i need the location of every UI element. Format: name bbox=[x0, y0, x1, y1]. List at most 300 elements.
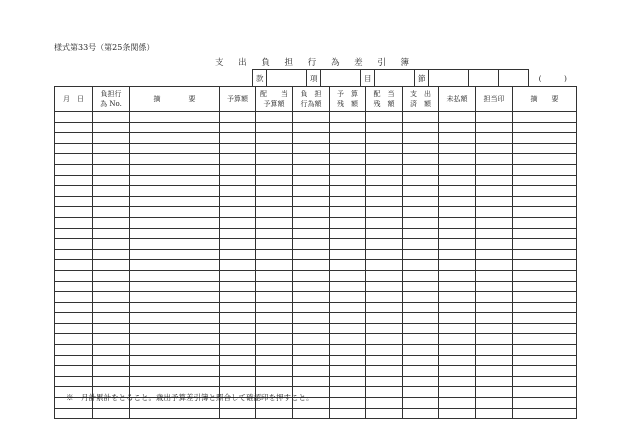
ledger-cell[interactable] bbox=[130, 186, 220, 197]
ledger-cell[interactable] bbox=[366, 228, 403, 239]
ledger-cell[interactable] bbox=[513, 281, 577, 292]
ledger-cell[interactable] bbox=[439, 387, 476, 398]
ledger-cell[interactable] bbox=[93, 164, 130, 175]
ledger-cell[interactable] bbox=[293, 249, 330, 260]
ledger-cell[interactable] bbox=[220, 408, 256, 419]
ledger-cell[interactable] bbox=[93, 175, 130, 186]
ledger-cell[interactable] bbox=[130, 408, 220, 419]
ledger-cell[interactable] bbox=[220, 112, 256, 123]
ledger-cell[interactable] bbox=[130, 292, 220, 303]
ledger-cell[interactable] bbox=[93, 154, 130, 165]
ledger-cell[interactable] bbox=[366, 355, 403, 366]
ledger-cell[interactable] bbox=[439, 260, 476, 271]
ledger-cell[interactable] bbox=[130, 313, 220, 324]
ledger-cell[interactable] bbox=[513, 270, 577, 281]
ledger-cell[interactable] bbox=[403, 387, 439, 398]
ledger-cell[interactable] bbox=[55, 345, 93, 356]
ledger-cell[interactable] bbox=[293, 228, 330, 239]
ledger-cell[interactable] bbox=[366, 122, 403, 133]
ledger-cell[interactable] bbox=[366, 154, 403, 165]
ledger-cell[interactable] bbox=[476, 164, 513, 175]
ledger-cell[interactable] bbox=[293, 345, 330, 356]
ledger-cell[interactable] bbox=[403, 366, 439, 377]
ledger-cell[interactable] bbox=[403, 164, 439, 175]
kou-field[interactable] bbox=[321, 70, 361, 87]
ledger-cell[interactable] bbox=[513, 217, 577, 228]
ledger-cell[interactable] bbox=[93, 196, 130, 207]
ledger-cell[interactable] bbox=[330, 281, 366, 292]
ledger-cell[interactable] bbox=[330, 175, 366, 186]
ledger-cell[interactable] bbox=[513, 355, 577, 366]
ledger-cell[interactable] bbox=[403, 408, 439, 419]
ledger-cell[interactable] bbox=[293, 186, 330, 197]
ledger-cell[interactable] bbox=[293, 281, 330, 292]
ledger-cell[interactable] bbox=[93, 249, 130, 260]
ledger-cell[interactable] bbox=[55, 239, 93, 250]
ledger-cell[interactable] bbox=[55, 334, 93, 345]
ledger-cell[interactable] bbox=[366, 270, 403, 281]
ledger-cell[interactable] bbox=[220, 143, 256, 154]
ledger-cell[interactable] bbox=[513, 249, 577, 260]
ledger-cell[interactable] bbox=[130, 334, 220, 345]
ledger-cell[interactable] bbox=[256, 408, 293, 419]
ledger-cell[interactable] bbox=[476, 239, 513, 250]
ledger-cell[interactable] bbox=[130, 345, 220, 356]
ledger-cell[interactable] bbox=[403, 345, 439, 356]
ledger-cell[interactable] bbox=[439, 228, 476, 239]
ledger-cell[interactable] bbox=[513, 228, 577, 239]
ledger-cell[interactable] bbox=[366, 143, 403, 154]
ledger-cell[interactable] bbox=[366, 292, 403, 303]
ledger-cell[interactable] bbox=[330, 366, 366, 377]
ledger-cell[interactable] bbox=[366, 313, 403, 324]
ledger-cell[interactable] bbox=[93, 186, 130, 197]
ledger-cell[interactable] bbox=[476, 355, 513, 366]
ledger-cell[interactable] bbox=[55, 112, 93, 123]
ledger-cell[interactable] bbox=[513, 112, 577, 123]
ledger-cell[interactable] bbox=[439, 217, 476, 228]
ledger-cell[interactable] bbox=[293, 355, 330, 366]
ledger-cell[interactable] bbox=[130, 228, 220, 239]
ledger-cell[interactable] bbox=[220, 133, 256, 144]
ledger-cell[interactable] bbox=[403, 228, 439, 239]
ledger-cell[interactable] bbox=[403, 154, 439, 165]
ledger-cell[interactable] bbox=[366, 376, 403, 387]
ledger-cell[interactable] bbox=[403, 249, 439, 260]
ledger-cell[interactable] bbox=[476, 366, 513, 377]
ledger-cell[interactable] bbox=[330, 133, 366, 144]
ledger-cell[interactable] bbox=[130, 207, 220, 218]
ledger-cell[interactable] bbox=[513, 334, 577, 345]
ledger-cell[interactable] bbox=[513, 376, 577, 387]
ledger-cell[interactable] bbox=[220, 260, 256, 271]
ledger-cell[interactable] bbox=[293, 133, 330, 144]
ledger-cell[interactable] bbox=[439, 313, 476, 324]
ledger-cell[interactable] bbox=[366, 398, 403, 409]
ledger-cell[interactable] bbox=[293, 154, 330, 165]
ledger-cell[interactable] bbox=[220, 122, 256, 133]
ledger-cell[interactable] bbox=[55, 175, 93, 186]
ledger-cell[interactable] bbox=[220, 175, 256, 186]
ledger-cell[interactable] bbox=[256, 112, 293, 123]
ledger-cell[interactable] bbox=[330, 217, 366, 228]
ledger-cell[interactable] bbox=[93, 239, 130, 250]
ledger-cell[interactable] bbox=[330, 228, 366, 239]
ledger-cell[interactable] bbox=[330, 186, 366, 197]
ledger-cell[interactable] bbox=[513, 143, 577, 154]
ledger-cell[interactable] bbox=[256, 186, 293, 197]
ledger-cell[interactable] bbox=[130, 376, 220, 387]
ledger-cell[interactable] bbox=[439, 376, 476, 387]
ledger-cell[interactable] bbox=[130, 302, 220, 313]
ledger-cell[interactable] bbox=[256, 217, 293, 228]
ledger-cell[interactable] bbox=[330, 143, 366, 154]
ledger-cell[interactable] bbox=[403, 239, 439, 250]
ledger-cell[interactable] bbox=[366, 260, 403, 271]
ledger-cell[interactable] bbox=[513, 387, 577, 398]
ledger-cell[interactable] bbox=[476, 313, 513, 324]
ledger-cell[interactable] bbox=[476, 228, 513, 239]
ledger-cell[interactable] bbox=[403, 376, 439, 387]
ledger-cell[interactable] bbox=[366, 366, 403, 377]
ledger-cell[interactable] bbox=[130, 323, 220, 334]
ledger-cell[interactable] bbox=[366, 175, 403, 186]
ledger-cell[interactable] bbox=[403, 323, 439, 334]
ledger-cell[interactable] bbox=[293, 112, 330, 123]
ledger-cell[interactable] bbox=[93, 366, 130, 377]
ledger-cell[interactable] bbox=[93, 292, 130, 303]
ledger-cell[interactable] bbox=[403, 260, 439, 271]
ledger-cell[interactable] bbox=[256, 366, 293, 377]
ledger-cell[interactable] bbox=[439, 302, 476, 313]
ledger-cell[interactable] bbox=[55, 355, 93, 366]
ledger-cell[interactable] bbox=[93, 281, 130, 292]
ledger-cell[interactable] bbox=[330, 292, 366, 303]
ledger-cell[interactable] bbox=[403, 281, 439, 292]
ledger-cell[interactable] bbox=[130, 366, 220, 377]
ledger-cell[interactable] bbox=[403, 217, 439, 228]
ledger-cell[interactable] bbox=[366, 249, 403, 260]
ledger-cell[interactable] bbox=[93, 112, 130, 123]
ledger-cell[interactable] bbox=[403, 207, 439, 218]
ledger-cell[interactable] bbox=[513, 186, 577, 197]
ledger-cell[interactable] bbox=[256, 133, 293, 144]
ledger-cell[interactable] bbox=[220, 207, 256, 218]
ledger-cell[interactable] bbox=[513, 164, 577, 175]
ledger-cell[interactable] bbox=[403, 270, 439, 281]
ledger-cell[interactable] bbox=[439, 164, 476, 175]
ledger-cell[interactable] bbox=[476, 376, 513, 387]
ledger-cell[interactable] bbox=[256, 122, 293, 133]
extra-field-1[interactable] bbox=[469, 70, 499, 87]
ledger-cell[interactable] bbox=[220, 239, 256, 250]
ledger-cell[interactable] bbox=[476, 398, 513, 409]
ledger-cell[interactable] bbox=[130, 112, 220, 123]
ledger-cell[interactable] bbox=[366, 133, 403, 144]
ledger-cell[interactable] bbox=[476, 302, 513, 313]
ledger-cell[interactable] bbox=[256, 207, 293, 218]
ledger-cell[interactable] bbox=[403, 175, 439, 186]
ledger-cell[interactable] bbox=[55, 323, 93, 334]
ledger-cell[interactable] bbox=[55, 376, 93, 387]
ledger-cell[interactable] bbox=[55, 207, 93, 218]
ledger-cell[interactable] bbox=[330, 122, 366, 133]
ledger-cell[interactable] bbox=[93, 228, 130, 239]
ledger-cell[interactable] bbox=[330, 345, 366, 356]
ledger-cell[interactable] bbox=[293, 207, 330, 218]
ledger-cell[interactable] bbox=[439, 345, 476, 356]
ledger-cell[interactable] bbox=[293, 260, 330, 271]
ledger-cell[interactable] bbox=[513, 302, 577, 313]
ledger-cell[interactable] bbox=[513, 260, 577, 271]
ledger-cell[interactable] bbox=[293, 175, 330, 186]
ledger-cell[interactable] bbox=[130, 175, 220, 186]
ledger-cell[interactable] bbox=[130, 143, 220, 154]
kan-field[interactable] bbox=[267, 70, 307, 87]
ledger-cell[interactable] bbox=[55, 270, 93, 281]
ledger-cell[interactable] bbox=[366, 239, 403, 250]
ledger-cell[interactable] bbox=[293, 313, 330, 324]
ledger-cell[interactable] bbox=[476, 292, 513, 303]
ledger-cell[interactable] bbox=[330, 249, 366, 260]
ledger-cell[interactable] bbox=[403, 334, 439, 345]
ledger-cell[interactable] bbox=[55, 133, 93, 144]
ledger-cell[interactable] bbox=[55, 313, 93, 324]
ledger-cell[interactable] bbox=[439, 270, 476, 281]
ledger-cell[interactable] bbox=[513, 175, 577, 186]
ledger-cell[interactable] bbox=[366, 408, 403, 419]
ledger-cell[interactable] bbox=[55, 196, 93, 207]
ledger-cell[interactable] bbox=[55, 228, 93, 239]
ledger-cell[interactable] bbox=[293, 239, 330, 250]
ledger-cell[interactable] bbox=[220, 281, 256, 292]
ledger-cell[interactable] bbox=[293, 270, 330, 281]
ledger-cell[interactable] bbox=[439, 122, 476, 133]
ledger-cell[interactable] bbox=[93, 376, 130, 387]
ledger-cell[interactable] bbox=[366, 323, 403, 334]
ledger-cell[interactable] bbox=[476, 270, 513, 281]
ledger-cell[interactable] bbox=[439, 355, 476, 366]
ledger-cell[interactable] bbox=[55, 249, 93, 260]
ledger-cell[interactable] bbox=[366, 164, 403, 175]
ledger-cell[interactable] bbox=[330, 164, 366, 175]
ledger-cell[interactable] bbox=[220, 355, 256, 366]
ledger-cell[interactable] bbox=[293, 376, 330, 387]
ledger-cell[interactable] bbox=[513, 345, 577, 356]
ledger-cell[interactable] bbox=[256, 164, 293, 175]
ledger-cell[interactable] bbox=[403, 313, 439, 324]
ledger-cell[interactable] bbox=[330, 207, 366, 218]
ledger-cell[interactable] bbox=[256, 313, 293, 324]
ledger-cell[interactable] bbox=[256, 292, 293, 303]
ledger-cell[interactable] bbox=[293, 217, 330, 228]
ledger-cell[interactable] bbox=[256, 302, 293, 313]
ledger-cell[interactable] bbox=[439, 196, 476, 207]
ledger-cell[interactable] bbox=[403, 133, 439, 144]
ledger-cell[interactable] bbox=[256, 143, 293, 154]
ledger-cell[interactable] bbox=[439, 281, 476, 292]
ledger-cell[interactable] bbox=[130, 217, 220, 228]
ledger-cell[interactable] bbox=[476, 387, 513, 398]
extra-field-2[interactable] bbox=[499, 70, 529, 87]
ledger-cell[interactable] bbox=[439, 292, 476, 303]
ledger-cell[interactable] bbox=[93, 143, 130, 154]
ledger-cell[interactable] bbox=[93, 133, 130, 144]
ledger-cell[interactable] bbox=[130, 239, 220, 250]
ledger-cell[interactable] bbox=[403, 112, 439, 123]
ledger-cell[interactable] bbox=[330, 323, 366, 334]
ledger-cell[interactable] bbox=[513, 366, 577, 377]
ledger-cell[interactable] bbox=[55, 302, 93, 313]
ledger-cell[interactable] bbox=[476, 345, 513, 356]
ledger-cell[interactable] bbox=[220, 376, 256, 387]
ledger-cell[interactable] bbox=[513, 154, 577, 165]
ledger-cell[interactable] bbox=[93, 313, 130, 324]
ledger-cell[interactable] bbox=[93, 270, 130, 281]
ledger-cell[interactable] bbox=[476, 133, 513, 144]
ledger-cell[interactable] bbox=[330, 313, 366, 324]
ledger-cell[interactable] bbox=[330, 387, 366, 398]
ledger-cell[interactable] bbox=[256, 345, 293, 356]
ledger-cell[interactable] bbox=[93, 260, 130, 271]
ledger-cell[interactable] bbox=[256, 270, 293, 281]
ledger-cell[interactable] bbox=[130, 249, 220, 260]
ledger-cell[interactable] bbox=[130, 281, 220, 292]
ledger-cell[interactable] bbox=[476, 408, 513, 419]
ledger-cell[interactable] bbox=[55, 122, 93, 133]
ledger-cell[interactable] bbox=[256, 260, 293, 271]
paren-field[interactable]: ( ) bbox=[538, 73, 567, 83]
ledger-cell[interactable] bbox=[330, 196, 366, 207]
ledger-cell[interactable] bbox=[93, 302, 130, 313]
ledger-cell[interactable] bbox=[403, 186, 439, 197]
ledger-cell[interactable] bbox=[293, 323, 330, 334]
ledger-cell[interactable] bbox=[476, 112, 513, 123]
ledger-cell[interactable] bbox=[476, 334, 513, 345]
ledger-cell[interactable] bbox=[366, 207, 403, 218]
ledger-cell[interactable] bbox=[476, 154, 513, 165]
ledger-cell[interactable] bbox=[220, 164, 256, 175]
ledger-cell[interactable] bbox=[55, 186, 93, 197]
ledger-cell[interactable] bbox=[220, 345, 256, 356]
ledger-cell[interactable] bbox=[330, 270, 366, 281]
ledger-cell[interactable] bbox=[366, 387, 403, 398]
ledger-cell[interactable] bbox=[293, 292, 330, 303]
ledger-cell[interactable] bbox=[256, 249, 293, 260]
ledger-cell[interactable] bbox=[256, 154, 293, 165]
ledger-cell[interactable] bbox=[293, 122, 330, 133]
ledger-cell[interactable] bbox=[366, 196, 403, 207]
ledger-cell[interactable] bbox=[293, 408, 330, 419]
ledger-cell[interactable] bbox=[476, 260, 513, 271]
ledger-cell[interactable] bbox=[130, 154, 220, 165]
ledger-cell[interactable] bbox=[220, 323, 256, 334]
ledger-cell[interactable] bbox=[256, 334, 293, 345]
ledger-cell[interactable] bbox=[55, 366, 93, 377]
ledger-cell[interactable] bbox=[439, 207, 476, 218]
ledger-cell[interactable] bbox=[55, 217, 93, 228]
ledger-cell[interactable] bbox=[55, 408, 93, 419]
ledger-cell[interactable] bbox=[130, 196, 220, 207]
ledger-cell[interactable] bbox=[220, 366, 256, 377]
ledger-cell[interactable] bbox=[513, 292, 577, 303]
ledger-cell[interactable] bbox=[330, 154, 366, 165]
ledger-cell[interactable] bbox=[55, 143, 93, 154]
ledger-cell[interactable] bbox=[439, 408, 476, 419]
ledger-cell[interactable] bbox=[476, 143, 513, 154]
ledger-cell[interactable] bbox=[439, 366, 476, 377]
ledger-cell[interactable] bbox=[366, 217, 403, 228]
ledger-cell[interactable] bbox=[55, 292, 93, 303]
ledger-cell[interactable] bbox=[366, 334, 403, 345]
ledger-cell[interactable] bbox=[93, 345, 130, 356]
ledger-cell[interactable] bbox=[293, 196, 330, 207]
ledger-cell[interactable] bbox=[403, 302, 439, 313]
ledger-cell[interactable] bbox=[439, 239, 476, 250]
ledger-cell[interactable] bbox=[130, 133, 220, 144]
ledger-cell[interactable] bbox=[439, 175, 476, 186]
ledger-cell[interactable] bbox=[366, 186, 403, 197]
ledger-cell[interactable] bbox=[130, 260, 220, 271]
ledger-cell[interactable] bbox=[439, 154, 476, 165]
ledger-cell[interactable] bbox=[220, 228, 256, 239]
ledger-cell[interactable] bbox=[439, 133, 476, 144]
ledger-cell[interactable] bbox=[439, 249, 476, 260]
ledger-cell[interactable] bbox=[366, 345, 403, 356]
ledger-cell[interactable] bbox=[476, 323, 513, 334]
ledger-cell[interactable] bbox=[220, 313, 256, 324]
ledger-cell[interactable] bbox=[513, 323, 577, 334]
ledger-cell[interactable] bbox=[366, 302, 403, 313]
ledger-cell[interactable] bbox=[439, 323, 476, 334]
moku-field[interactable] bbox=[375, 70, 415, 87]
ledger-cell[interactable] bbox=[476, 281, 513, 292]
ledger-cell[interactable] bbox=[513, 196, 577, 207]
ledger-cell[interactable] bbox=[130, 355, 220, 366]
ledger-cell[interactable] bbox=[476, 217, 513, 228]
ledger-cell[interactable] bbox=[403, 143, 439, 154]
ledger-cell[interactable] bbox=[55, 260, 93, 271]
ledger-cell[interactable] bbox=[513, 408, 577, 419]
ledger-cell[interactable] bbox=[439, 186, 476, 197]
ledger-cell[interactable] bbox=[330, 260, 366, 271]
ledger-cell[interactable] bbox=[93, 355, 130, 366]
ledger-cell[interactable] bbox=[476, 122, 513, 133]
ledger-cell[interactable] bbox=[476, 196, 513, 207]
setsu-field[interactable] bbox=[429, 70, 469, 87]
ledger-cell[interactable] bbox=[220, 154, 256, 165]
ledger-cell[interactable] bbox=[330, 408, 366, 419]
ledger-cell[interactable] bbox=[93, 217, 130, 228]
ledger-cell[interactable] bbox=[55, 281, 93, 292]
ledger-cell[interactable] bbox=[293, 164, 330, 175]
ledger-cell[interactable] bbox=[220, 249, 256, 260]
ledger-cell[interactable] bbox=[513, 122, 577, 133]
ledger-cell[interactable] bbox=[293, 334, 330, 345]
ledger-cell[interactable] bbox=[513, 398, 577, 409]
ledger-cell[interactable] bbox=[293, 143, 330, 154]
ledger-cell[interactable] bbox=[293, 366, 330, 377]
ledger-cell[interactable] bbox=[93, 408, 130, 419]
ledger-cell[interactable] bbox=[403, 292, 439, 303]
ledger-cell[interactable] bbox=[220, 217, 256, 228]
ledger-cell[interactable] bbox=[330, 398, 366, 409]
ledger-cell[interactable] bbox=[93, 207, 130, 218]
ledger-cell[interactable] bbox=[476, 249, 513, 260]
ledger-cell[interactable] bbox=[256, 376, 293, 387]
ledger-cell[interactable] bbox=[476, 186, 513, 197]
ledger-cell[interactable] bbox=[220, 292, 256, 303]
